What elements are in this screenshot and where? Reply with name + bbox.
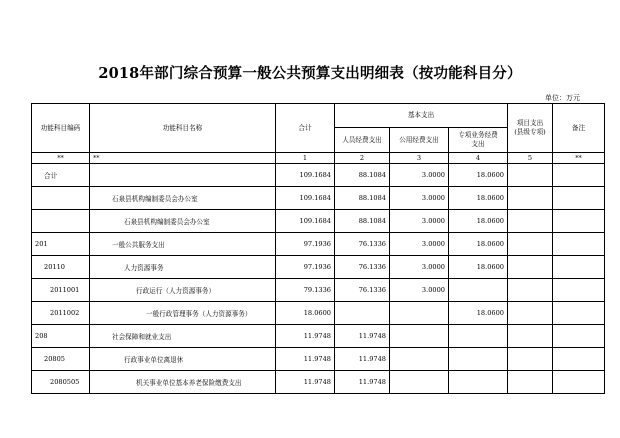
header-remark: 备注 — [553, 104, 605, 153]
row-remark — [553, 187, 605, 210]
row-special: 18.0600 — [449, 164, 508, 187]
row-total: 97.1936 — [276, 256, 335, 279]
seq-remark: ** — [553, 153, 605, 164]
table-row — [32, 371, 605, 394]
row-personnel: 11.9748 — [335, 348, 390, 371]
report-title: 2018年部门综合预算一般公共预算支出明细表（按功能科目分） — [98, 65, 522, 82]
row-remark — [553, 210, 605, 233]
row-project — [508, 302, 553, 325]
row-special: 18.0600 — [449, 233, 508, 256]
table-row — [32, 348, 605, 371]
row-code: 2011001 — [32, 279, 90, 302]
table-row — [32, 210, 605, 233]
header-project — [508, 104, 553, 153]
row-personnel: 88.1084 — [335, 210, 390, 233]
header-code: 功能科目编码 — [32, 104, 90, 153]
row-name: 机关事业单位基本养老保险缴费支出 — [90, 371, 276, 394]
row-special — [449, 325, 508, 348]
sequence-row — [32, 153, 605, 164]
row-personnel: 88.1084 — [335, 164, 390, 187]
seq-5: 5 — [508, 153, 553, 164]
row-code: 20110 — [32, 256, 90, 279]
seq-3: 3 — [390, 153, 449, 164]
table-row — [32, 164, 605, 187]
row-code: 201 — [32, 233, 90, 256]
row-public — [390, 371, 449, 394]
row-special — [449, 348, 508, 371]
row-special: 18.0600 — [449, 256, 508, 279]
header-total: 合计 — [276, 104, 335, 153]
row-total: 79.1336 — [276, 279, 335, 302]
row-public — [390, 325, 449, 348]
row-remark — [553, 371, 605, 394]
seq-1: 1 — [276, 153, 335, 164]
row-name: 行政事业单位离退休 — [90, 348, 276, 371]
header-basic: 基本支出 — [335, 104, 508, 128]
row-name: 社会保障和就业支出 — [90, 325, 276, 348]
seq-4: 4 — [449, 153, 508, 164]
row-code: 合计 — [32, 164, 90, 187]
header-special-line1: 专项业务经费 — [458, 131, 498, 139]
row-project — [508, 325, 553, 348]
row-total: 97.1936 — [276, 233, 335, 256]
row-personnel — [335, 302, 390, 325]
row-code — [32, 187, 90, 210]
row-project — [508, 233, 553, 256]
row-personnel: 11.9748 — [335, 371, 390, 394]
row-project — [508, 279, 553, 302]
table-row — [32, 302, 605, 325]
row-project — [508, 371, 553, 394]
header-project-line1: 项目支出 — [516, 119, 544, 127]
row-name: 行政运行（人力资源事务） — [90, 279, 276, 302]
row-public — [390, 302, 449, 325]
row-personnel: 88.1084 — [335, 187, 390, 210]
row-special: 18.0600 — [449, 187, 508, 210]
row-code: 208 — [32, 325, 90, 348]
table-row — [32, 325, 605, 348]
row-personnel: 11.9748 — [335, 325, 390, 348]
row-code: 2011002 — [32, 302, 90, 325]
row-personnel: 76.1336 — [335, 279, 390, 302]
header-personnel: 人员经费支出 — [335, 128, 390, 153]
row-remark — [553, 164, 605, 187]
row-remark — [553, 279, 605, 302]
header-public: 公用经费支出 — [390, 128, 449, 153]
row-project — [508, 348, 553, 371]
row-name: 石泉县机构编制委员会办公室 — [90, 187, 276, 210]
row-name: 一般公共服务支出 — [90, 233, 276, 256]
row-code — [32, 210, 90, 233]
seq-2: 2 — [335, 153, 390, 164]
header-name: 功能科目名称 — [90, 104, 276, 153]
row-project — [508, 210, 553, 233]
row-public: 3.0000 — [390, 210, 449, 233]
row-personnel: 76.1336 — [335, 233, 390, 256]
row-total: 109.1684 — [276, 187, 335, 210]
row-name: 石泉县机构编制委员会办公室 — [90, 210, 276, 233]
row-remark — [553, 348, 605, 371]
row-remark — [553, 325, 605, 348]
table-row — [32, 233, 605, 256]
table-row — [32, 187, 605, 210]
row-remark — [553, 302, 605, 325]
row-total: 11.9748 — [276, 325, 335, 348]
row-code: 20805 — [32, 348, 90, 371]
seq-name: ** — [90, 153, 276, 164]
unit-label: 单位：万元 — [545, 94, 580, 102]
row-total: 109.1684 — [276, 210, 335, 233]
row-personnel: 76.1336 — [335, 256, 390, 279]
budget-table — [31, 103, 605, 394]
header-project-line2: (县级专项) — [514, 128, 546, 136]
row-public: 3.0000 — [390, 187, 449, 210]
row-total: 109.1684 — [276, 164, 335, 187]
row-public: 3.0000 — [390, 164, 449, 187]
row-project — [508, 164, 553, 187]
row-special — [449, 279, 508, 302]
row-remark — [553, 233, 605, 256]
row-name: 一般行政管理事务（人力资源事务） — [90, 302, 276, 325]
seq-code: ** — [32, 153, 90, 164]
row-special — [449, 371, 508, 394]
row-total: 18.0600 — [276, 302, 335, 325]
row-public: 3.0000 — [390, 279, 449, 302]
row-total: 11.9748 — [276, 371, 335, 394]
table-row — [32, 279, 605, 302]
row-public: 3.0000 — [390, 256, 449, 279]
header-special — [449, 128, 508, 153]
row-project — [508, 256, 553, 279]
row-name: 人力资源事务 — [90, 256, 276, 279]
row-code: 2080505 — [32, 371, 90, 394]
row-project — [508, 187, 553, 210]
header-special-line2: 支出 — [471, 140, 485, 148]
row-public — [390, 348, 449, 371]
row-name — [90, 164, 276, 187]
row-special: 18.0600 — [449, 210, 508, 233]
table-row — [32, 256, 605, 279]
row-remark — [553, 256, 605, 279]
row-public: 3.0000 — [390, 233, 449, 256]
row-total: 11.9748 — [276, 348, 335, 371]
row-special: 18.0600 — [449, 302, 508, 325]
